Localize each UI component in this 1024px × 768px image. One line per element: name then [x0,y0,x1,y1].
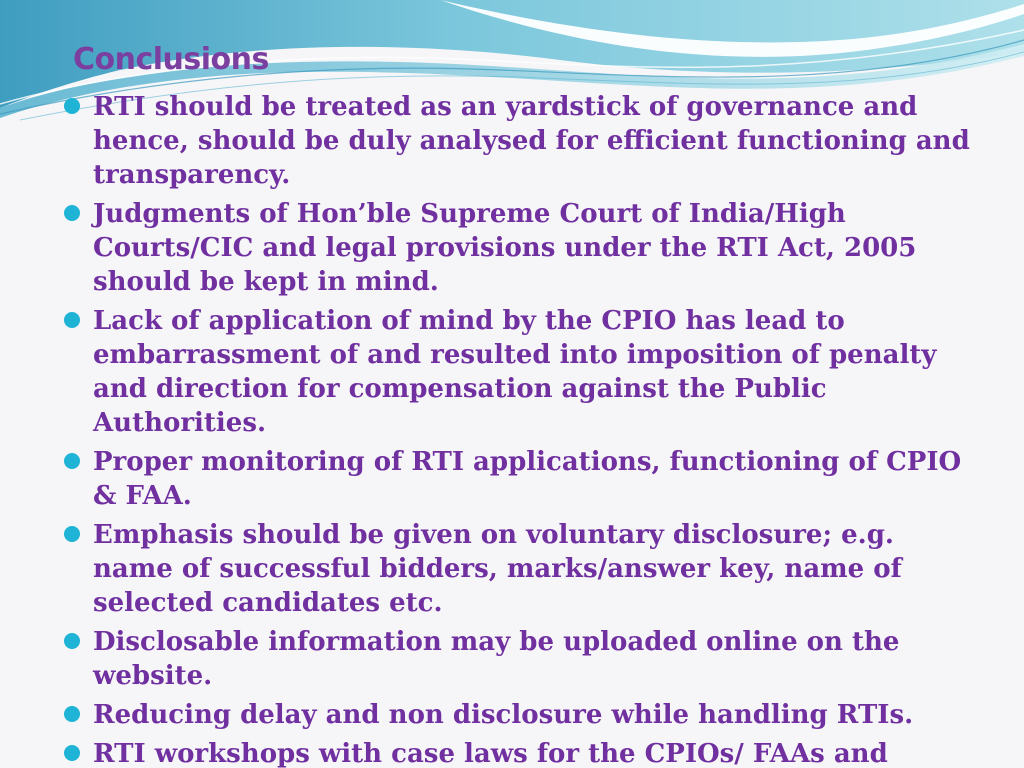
bullet-text: Proper monitoring of RTI applications, functioning of CPIO & FAA. [93,447,962,511]
bullet-text: Disclosable information may be uploaded online on the website. [93,627,900,691]
list-item [62,445,982,513]
list-item [62,197,982,299]
bullet-dot-icon [63,525,81,543]
bullet-dot-icon [63,97,81,115]
bullet-dot-icon [63,632,81,650]
bullet-text: Judgments of Hon’ble Supreme Court of India/High Courts/CIC and legal provisions under the RTI Act, 2005 should be kept in mind. [93,199,917,297]
bullet-dot-icon [63,204,81,222]
bullet-dot-icon [63,452,81,470]
list-item [62,304,982,440]
list-item [62,90,982,192]
bullet-text: RTI should be treated as an yardstick of governance and hence, should be duly analysed for efficient functioning and transparency. [93,92,970,190]
bullet-dot-icon [63,705,81,723]
list-item [62,518,982,620]
conclusions-list [62,90,982,768]
bullet-dot-icon [63,311,81,329]
bullet-text: Reducing delay and non disclosure while handling RTIs. [93,700,914,730]
bullet-dot-icon [63,744,81,762]
bullet-text: RTI workshops with case laws for the CPIOs/ FAAs and [93,739,888,768]
bullet-text: Lack of application of mind by the CPIO has lead to embarrassment of and resulted into imposition of penalty and direction for compensation against the Public Authorities. [93,306,937,438]
list-item [62,698,982,732]
bullet-text: Emphasis should be given on voluntary disclosure; e.g. name of successful bidders, marks/answer key, name of selected candidates etc. [93,520,902,618]
slide-title: Conclusions [73,42,269,77]
list-item [62,737,982,768]
list-item [62,625,982,693]
